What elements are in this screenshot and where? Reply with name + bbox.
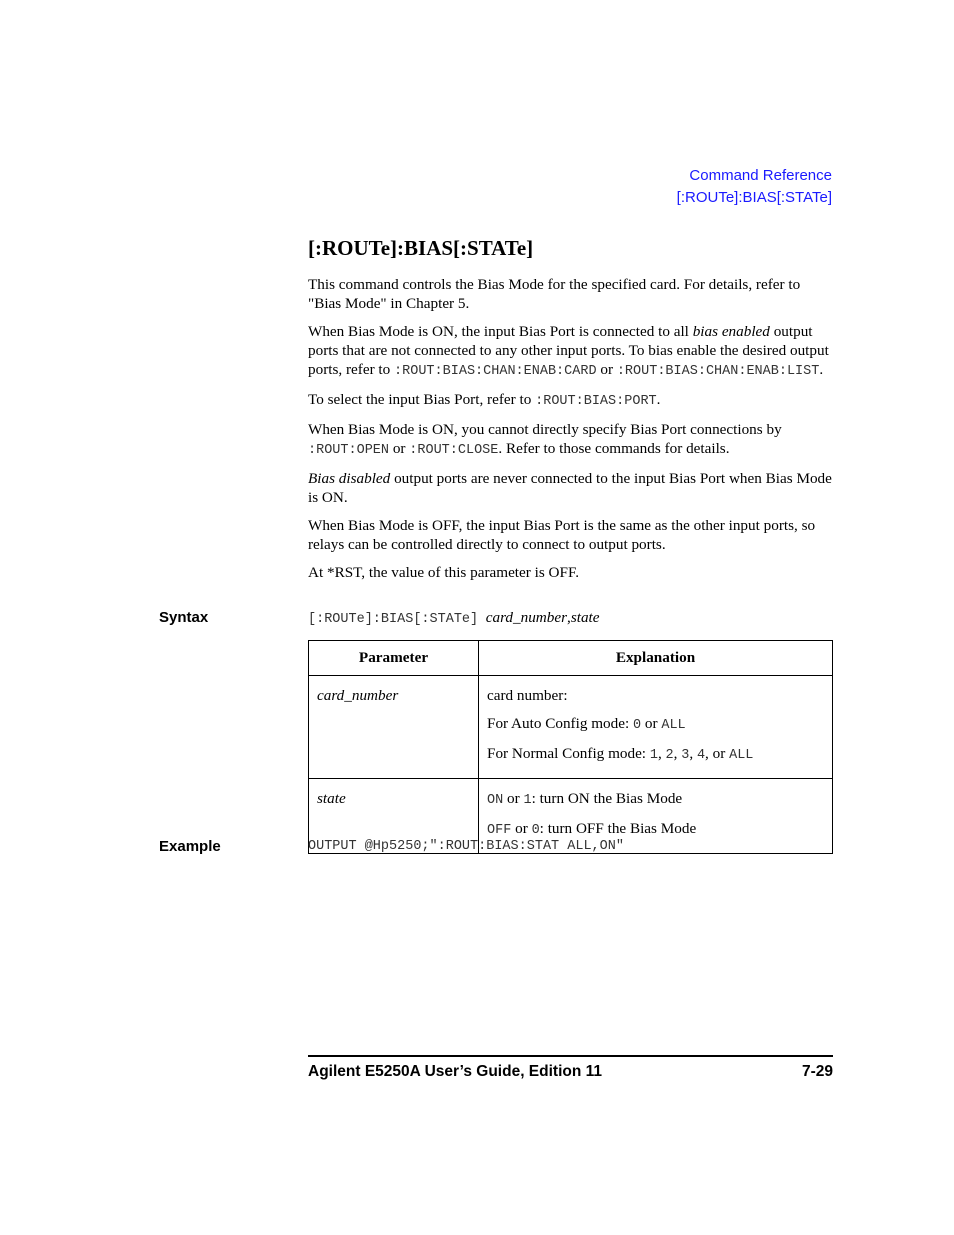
- header-command-link[interactable]: [:ROUTe]:BIAS[:STATe]: [676, 189, 832, 206]
- page-title: [:ROUTe]:BIAS[:STATe]: [308, 236, 534, 260]
- text-run: To select the input Bias Port, refer to: [308, 391, 536, 408]
- column-header-parameter: Parameter: [309, 641, 479, 676]
- syntax-code: [:ROUTe]:BIAS[:STATe]: [308, 612, 479, 627]
- code-value: 4: [696, 748, 706, 763]
- explanation-line: [487, 740, 824, 770]
- paragraph-select-port: [308, 390, 834, 411]
- code-value: OFF: [487, 823, 512, 838]
- code-value: 1: [649, 748, 658, 763]
- text-run: .: [656, 391, 661, 408]
- running-header: [677, 165, 832, 209]
- text-run: . Refer to those commands for details.: [498, 440, 730, 457]
- code-bias-port: :ROUT:BIAS:PORT: [535, 394, 657, 409]
- text-run: : turn OFF the Bias Mode: [539, 820, 697, 837]
- text-run: ,: [657, 745, 666, 762]
- text-run: ,: [673, 745, 682, 762]
- syntax-param-state: state: [570, 609, 600, 626]
- code-value: 0: [531, 823, 540, 838]
- emphasis-bias-enabled: bias enabled: [692, 323, 770, 340]
- code-value: 2: [665, 748, 674, 763]
- paragraph-bias-off: When Bias Mode is OFF, the input Bias Port is the same as the other input ports, so relays can be controlled directly to connect to output ports.: [308, 517, 816, 553]
- text-run: or: [641, 715, 662, 732]
- text-run: When Bias Mode is ON, the input Bias Port is connected to all: [308, 323, 693, 340]
- main-content: [308, 236, 834, 591]
- code-enab-list: :ROUT:BIAS:CHAN:ENAB:LIST: [616, 364, 820, 379]
- table-row: [309, 676, 833, 779]
- text-run: For Normal Config mode:: [487, 745, 650, 762]
- text-run: .: [819, 361, 824, 378]
- code-value: ON: [487, 793, 504, 808]
- column-header-explanation: Explanation: [479, 641, 833, 676]
- page-number: 7-29: [801, 1063, 833, 1080]
- param-name-card-number: card_number: [317, 687, 399, 704]
- text-run: output ports are never connected to the input Bias Port when Bias Mode is ON.: [308, 470, 832, 506]
- code-enab-card: :ROUT:BIAS:CHAN:ENAB:CARD: [394, 364, 597, 379]
- code-value: 1: [523, 793, 532, 808]
- explanation-line: [487, 785, 824, 815]
- text-run: For Auto Config mode:: [487, 715, 633, 732]
- explanation-line: [487, 710, 824, 740]
- footer-divider: [308, 1055, 833, 1057]
- syntax-label: Syntax: [159, 609, 209, 626]
- text-run: or: [511, 820, 532, 837]
- paragraph-reset: At *RST, the value of this parameter is OFF.: [308, 564, 579, 581]
- example-code: OUTPUT @Hp5250;":ROUT:BIAS:STAT ALL,ON": [308, 839, 624, 854]
- header-section-link[interactable]: Command Reference: [689, 167, 832, 184]
- code-value: 3: [681, 748, 690, 763]
- emphasis-bias-disabled: Bias disabled: [308, 470, 391, 487]
- footer-title: Agilent E5250A User’s Guide, Edition 11: [308, 1063, 603, 1080]
- paragraph-bias-disabled: [308, 469, 834, 507]
- text-run: or: [596, 361, 617, 378]
- text-run: When Bias Mode is ON, you cannot directly specify Bias Port connections by: [308, 421, 782, 438]
- code-value: ALL: [661, 718, 686, 733]
- syntax-param-card-number: card_number: [485, 609, 568, 626]
- paragraph-bias-on: [308, 322, 834, 381]
- code-value: 0: [632, 718, 642, 733]
- text-run: , or: [705, 745, 730, 762]
- paragraph-intro: This command controls the Bias Mode for the specified card. For details, refer to "Bias Mode" in Chapter 5.: [308, 276, 801, 312]
- table-header-row: [309, 641, 833, 676]
- code-rout-open: :ROUT:OPEN: [308, 443, 390, 458]
- example-label: Example: [159, 838, 221, 855]
- param-name-state: state: [317, 790, 346, 807]
- text-run: output ports that are not connected to any other input ports. To bias enable the desired output ports, refer to: [308, 323, 829, 378]
- parameter-table: [308, 640, 833, 854]
- table-cell-parameter: [309, 676, 479, 779]
- text-run: ,: [689, 745, 697, 762]
- code-value: ALL: [729, 748, 754, 763]
- syntax-line: [308, 609, 600, 627]
- explanation-line: card number:: [487, 687, 568, 704]
- text-run: or: [389, 440, 410, 457]
- code-rout-close: :ROUT:CLOSE: [409, 443, 499, 458]
- syntax-separator: ,: [567, 609, 571, 626]
- text-run: : turn ON the Bias Mode: [531, 790, 683, 807]
- table-cell-explanation: [479, 676, 833, 779]
- text-run: or: [503, 790, 524, 807]
- paragraph-open-close: [308, 420, 834, 460]
